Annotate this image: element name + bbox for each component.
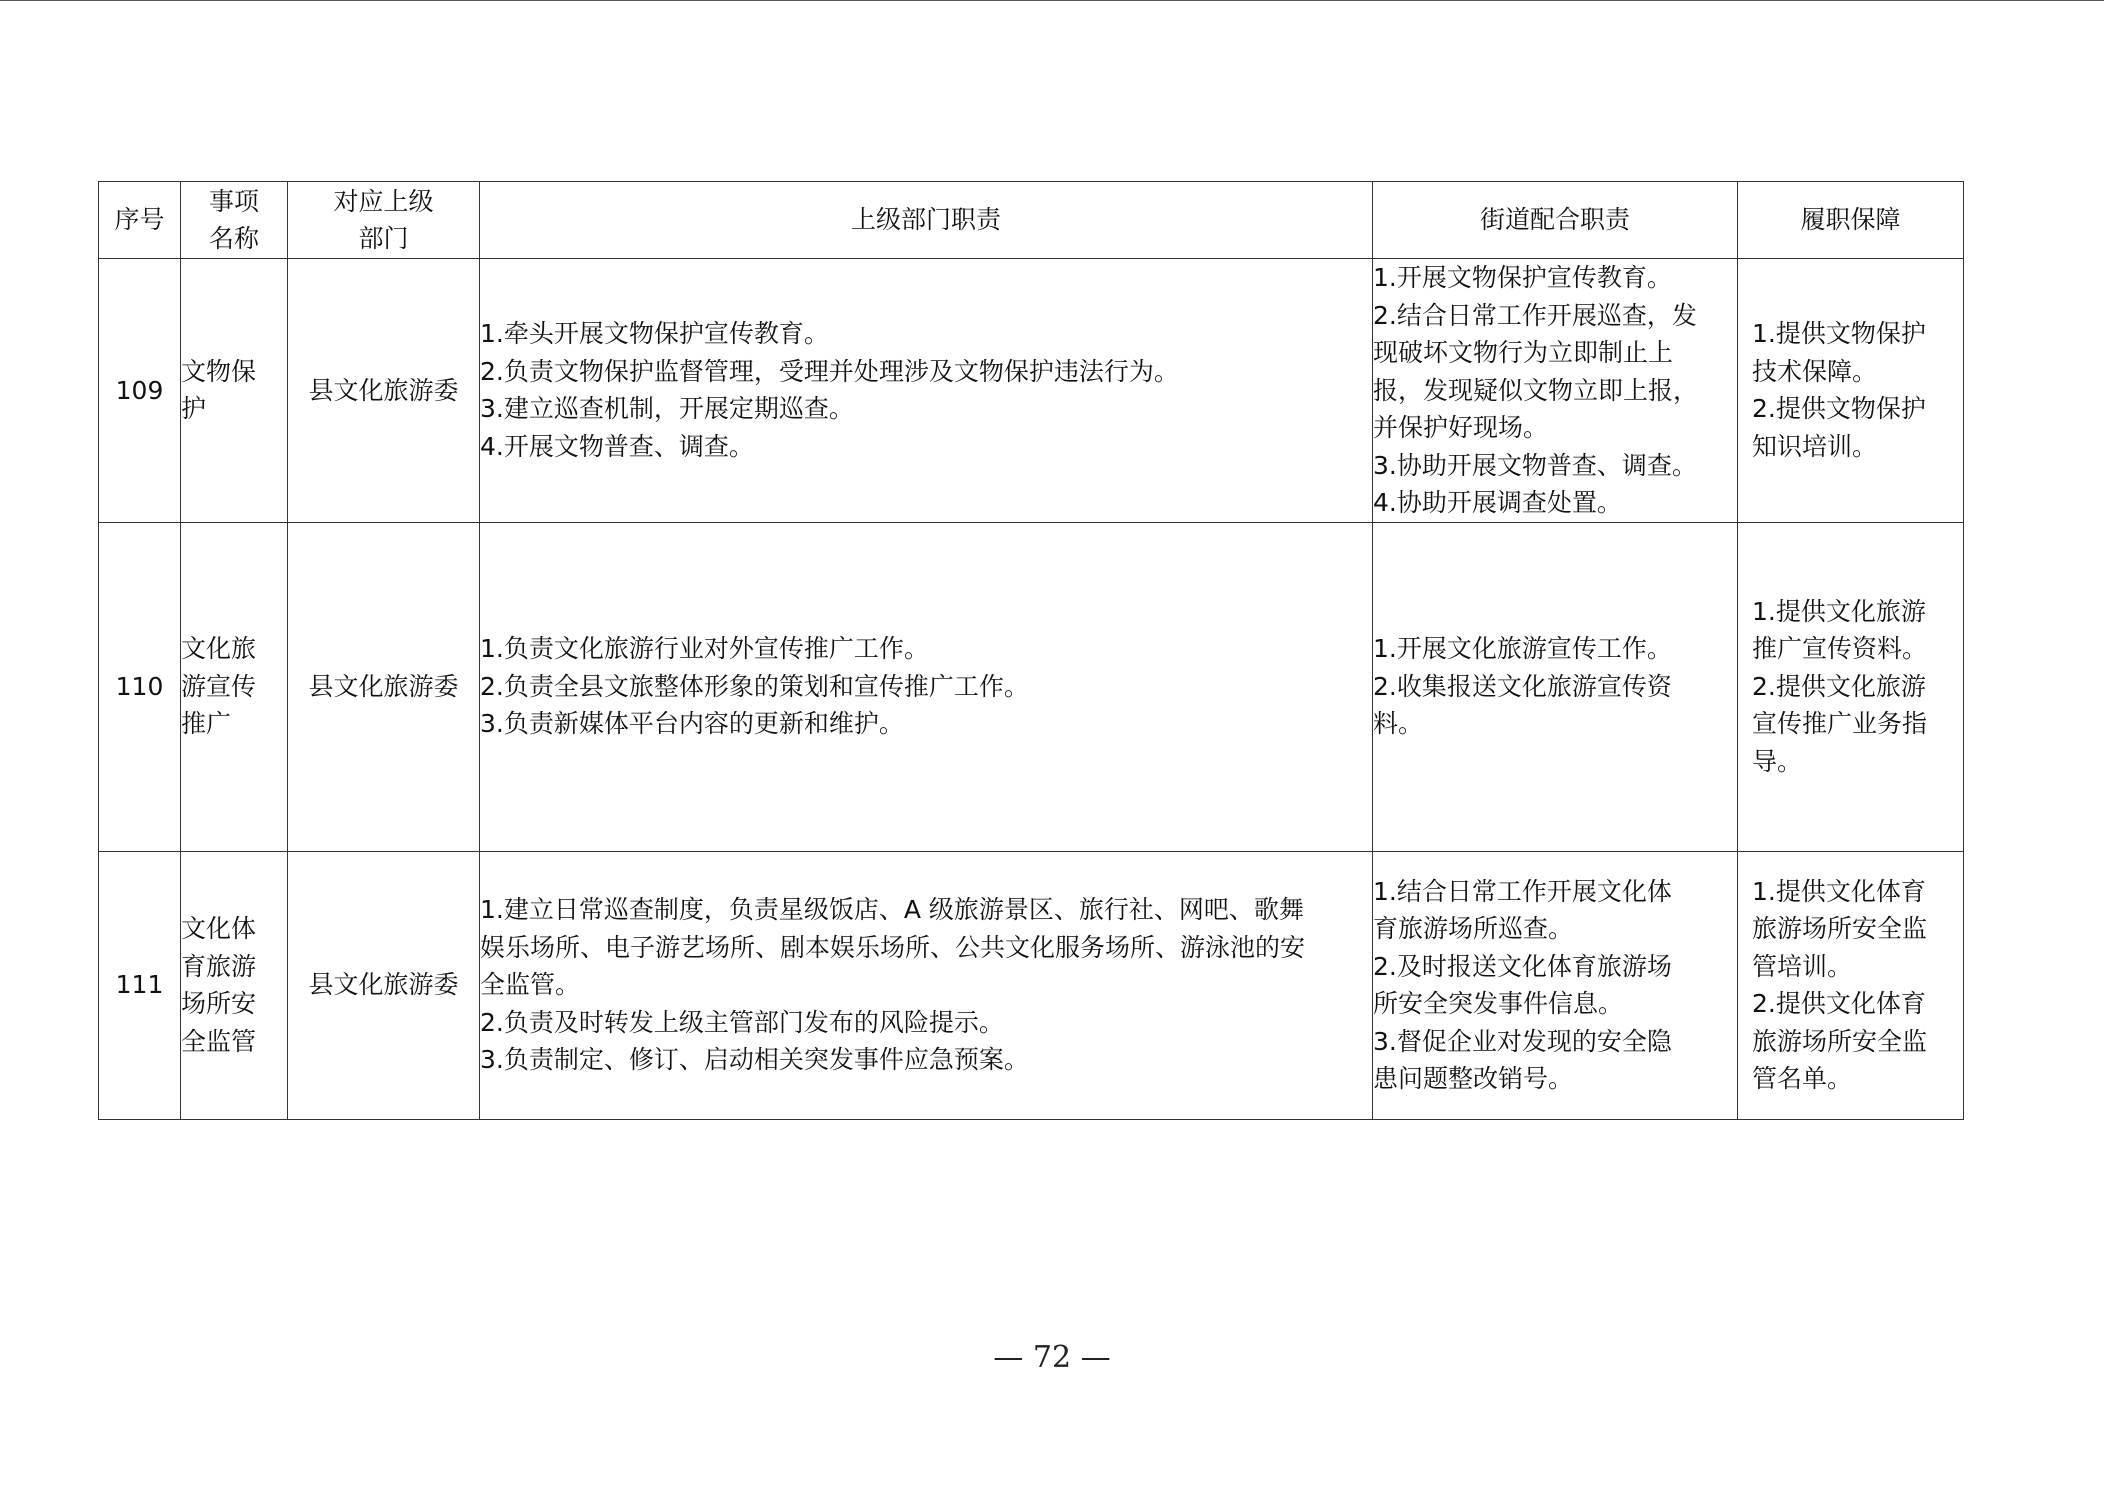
street-line: 3.协助开展文物普查、调查。 xyxy=(1373,450,1697,480)
row-street-duty xyxy=(1373,851,1738,1119)
street-line: 并保护好现场。 xyxy=(1373,413,1549,442)
street-line: 料。 xyxy=(1373,709,1424,739)
duty-line: 2.负责全县文旅整体形象的策划和宣传推广工作。 xyxy=(480,671,1029,701)
duty-line: 2.负责文物保护监督管理，受理并处理涉及文物保护违法行为。 xyxy=(480,356,1179,386)
item-name-line: 全监管 xyxy=(181,1026,257,1056)
row-dept: 县文化旅游委 xyxy=(288,522,480,851)
street-line: 1.开展文物保护宣传教育。 xyxy=(1373,263,1672,292)
item-name-line: 文化旅 xyxy=(181,634,257,664)
header-street-duty: 街道配合职责 xyxy=(1373,182,1738,259)
street-line: 2.结合日常工作开展巡查，发 xyxy=(1373,300,1697,330)
page-number: — 72 — xyxy=(993,1340,1111,1375)
guarantee-line: 旅游场所安全监 xyxy=(1752,1026,1928,1056)
guarantee-line: 2.提供文化体育 xyxy=(1752,989,1926,1018)
row-upper-duty xyxy=(480,851,1373,1119)
row-seq: 111 xyxy=(99,851,181,1119)
duty-line: 娱乐场所、电子游艺场所、剧本娱乐场所、公共文化服务场所、游泳池的安 xyxy=(480,932,1306,962)
guarantee-line: 1.提供文化体育 xyxy=(1752,876,1926,906)
duty-line: 3.负责制定、修订、启动相关突发事件应急预案。 xyxy=(480,1045,1029,1075)
item-name-line: 文化体 xyxy=(181,914,257,943)
guarantee-line: 管名单。 xyxy=(1752,1064,1853,1093)
item-name-line: 护 xyxy=(181,394,207,424)
row-item-name xyxy=(181,851,288,1119)
duty-line: 全监管。 xyxy=(480,970,581,1000)
header-dept-line2: 部门 xyxy=(358,224,409,253)
guarantee-line: 2.提供文化旅游 xyxy=(1752,671,1926,701)
header-seq: 序号 xyxy=(99,182,181,259)
duty-line: 1.负责文化旅游行业对外宣传推广工作。 xyxy=(480,634,929,664)
guarantee-line: 技术保障。 xyxy=(1752,356,1878,386)
row-street-duty xyxy=(1373,522,1738,851)
duty-line: 4.开展文物普查、调查。 xyxy=(480,431,754,461)
row-upper-duty xyxy=(480,522,1373,851)
header-guarantee: 履职保障 xyxy=(1738,182,1964,259)
street-line: 育旅游场所巡查。 xyxy=(1373,914,1574,943)
item-name-line: 文物保 xyxy=(181,356,257,386)
guarantee-line: 管培训。 xyxy=(1752,951,1853,981)
guarantee-line: 旅游场所安全监 xyxy=(1752,914,1928,943)
row-seq: 110 xyxy=(99,522,181,851)
row-dept: 县文化旅游委 xyxy=(288,259,480,523)
street-line: 2.及时报送文化体育旅游场 xyxy=(1373,951,1672,981)
header-upper-duty: 上级部门职责 xyxy=(480,182,1373,259)
duty-line: 3.负责新媒体平台内容的更新和维护。 xyxy=(480,709,904,739)
duty-line: 1.建立日常巡查制度，负责星级饭店、A 级旅游景区、旅行社、网吧、歌舞 xyxy=(480,895,1304,925)
street-line: 4.协助开展调查处置。 xyxy=(1373,488,1622,517)
header-dept-line1: 对应上级 xyxy=(333,186,434,216)
street-line: 报，发现疑似文物立即上报， xyxy=(1373,375,1699,405)
header-item-name-line2: 名称 xyxy=(208,224,259,253)
item-name-line: 育旅游 xyxy=(181,951,257,981)
duty-line: 3.建立巡查机制，开展定期巡查。 xyxy=(480,394,854,424)
header-dept xyxy=(288,182,480,259)
guarantee-line: 推广宣传资料。 xyxy=(1752,634,1928,664)
item-name-line: 场所安 xyxy=(181,989,257,1018)
row-upper-duty xyxy=(480,259,1373,523)
table-row xyxy=(99,522,1964,851)
table-row xyxy=(99,851,1964,1119)
top-border-line xyxy=(0,0,2104,1)
duty-line: 2.负责及时转发上级主管部门发布的风险提示。 xyxy=(480,1007,1004,1037)
header-item-name xyxy=(181,182,288,259)
header-item-name-line1: 事项 xyxy=(208,186,259,216)
row-seq: 109 xyxy=(99,259,181,523)
row-street-duty xyxy=(1373,259,1738,523)
street-line: 2.收集报送文化旅游宣传资 xyxy=(1373,671,1672,701)
street-line: 1.开展文化旅游宣传工作。 xyxy=(1373,634,1672,664)
street-line: 1.结合日常工作开展文化体 xyxy=(1373,876,1672,906)
row-item-name xyxy=(181,259,288,523)
duty-table xyxy=(98,181,1964,1120)
row-dept: 县文化旅游委 xyxy=(288,851,480,1119)
duty-line: 1.牵头开展文物保护宣传教育。 xyxy=(480,319,829,349)
item-name-line: 游宣传 xyxy=(181,671,257,701)
guarantee-line: 1.提供文物保护 xyxy=(1752,319,1926,349)
row-guarantee xyxy=(1738,851,1964,1119)
table-header-row xyxy=(99,182,1964,259)
row-guarantee xyxy=(1738,522,1964,851)
row-guarantee xyxy=(1738,259,1964,523)
guarantee-line: 知识培训。 xyxy=(1752,431,1878,461)
street-line: 患问题整改销号。 xyxy=(1373,1064,1574,1093)
item-name-line: 推广 xyxy=(181,709,232,739)
guarantee-line: 导。 xyxy=(1752,746,1803,776)
street-line: 现破坏文物行为立即制止上 xyxy=(1373,338,1674,367)
street-line: 所安全突发事件信息。 xyxy=(1373,989,1624,1018)
street-line: 3.督促企业对发现的安全隐 xyxy=(1373,1026,1672,1056)
row-item-name xyxy=(181,522,288,851)
guarantee-line: 宣传推广业务指 xyxy=(1752,709,1928,739)
guarantee-line: 2.提供文物保护 xyxy=(1752,394,1926,424)
table-row xyxy=(99,259,1964,523)
guarantee-line: 1.提供文化旅游 xyxy=(1752,596,1926,626)
